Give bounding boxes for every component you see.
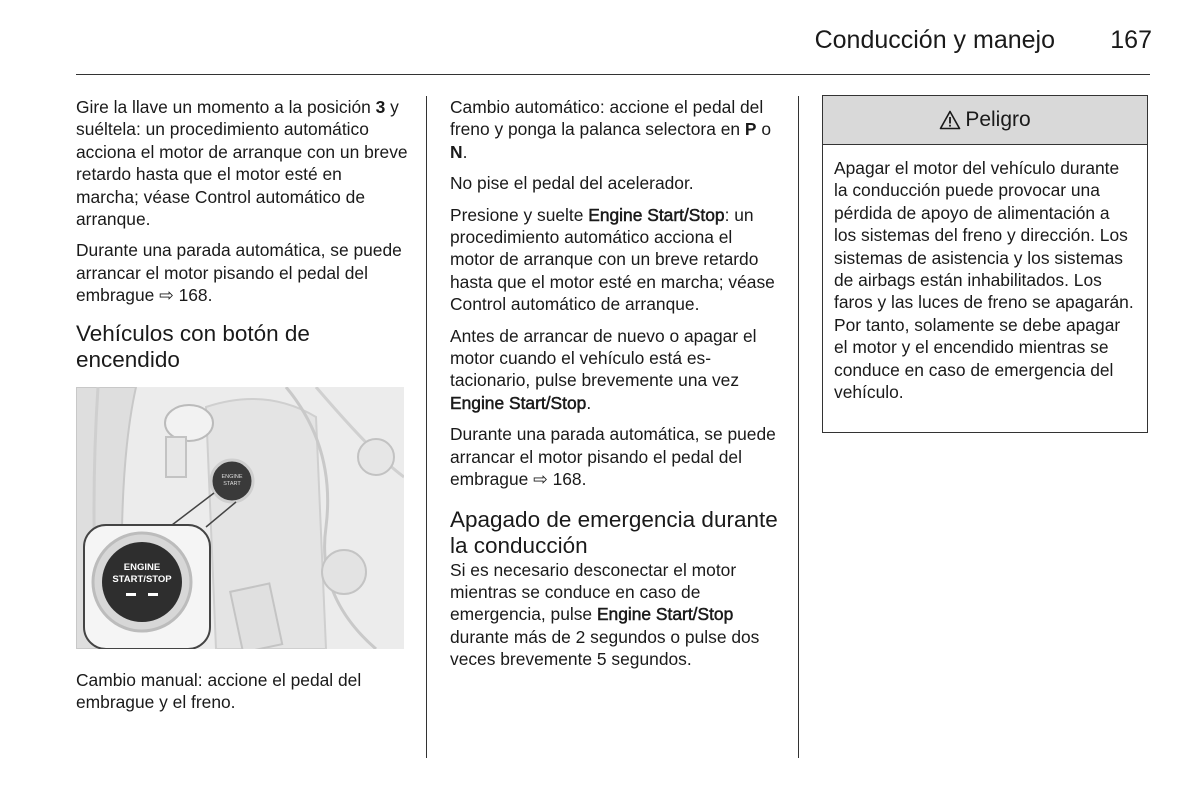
page-reference: 168.: [178, 285, 213, 306]
page-number: 167: [1110, 26, 1152, 54]
paragraph: Presione y suelte Engine Start/Stop: un procedimiento automático acciona el motor de arranque con un breve retardo hasta que el motor esté en marcha; véase Control automático de arranque.: [450, 204, 775, 315]
figure-label-engine: ENGINE: [123, 561, 161, 573]
paragraph: Cambio manual: accione el pedal del embrague y el freno.: [76, 669, 362, 713]
paragraph: Cambio automático: accione el pedal del freno y ponga la palanca selectora en P o N.: [450, 97, 772, 162]
paragraph: Gire la llave un momento a la posición 3 y suéltela: un procedimiento automático acciona el motor de arranque con un breve retardo hasta que el motor esté en marcha; véase Control automático de arranque.: [76, 97, 408, 230]
page-reference: 168.: [552, 469, 587, 490]
paragraph: Antes de arrancar de nuevo o apagar el motor cuando el vehículo está estacionario, pulse brevemente una vez Engine Start/Stop.: [450, 325, 757, 413]
page-reference-arrow-icon: ⇨: [533, 469, 548, 490]
svg-text:ENGINE: ENGINE: [221, 473, 243, 480]
warning-title: Peligro: [965, 108, 1031, 131]
start-stop-button-illustration: [76, 387, 404, 649]
column-middle: [450, 96, 780, 680]
svg-text:START: START: [223, 480, 241, 487]
section-heading: Apagado de emergencia durante la conducción: [450, 506, 778, 558]
warning-body: Apagar el motor del vehículo durante la conducción puede provocar una pérdida de apoyo de alimentación a los sistemas del freno y dirección. Los sistemas de asistencia y los sistemas de airbags están inhabilitados. Los faros y las luces de freno se apagarán. Por tanto, solamente se debe apagar el motor y el encendido mientras se conduce en caso de emergencia del vehículo.: [834, 158, 1134, 403]
header-title: Conducción y manejo: [814, 26, 1055, 54]
header-rule: [76, 74, 1150, 75]
paragraph: Durante una parada automática, se puede arrancar el motor pisando el pedal del embrague ⇨ 168.: [450, 424, 776, 490]
paragraph: Durante una parada automática, se puede arrancar el motor pisando el pedal del embrague ⇨ 168.: [76, 240, 402, 306]
column-left: [76, 96, 408, 722]
warning-triangle-icon: [939, 110, 961, 130]
danger-warning-box: [822, 95, 1148, 433]
figure-label-start-stop: START/STOP: [112, 573, 172, 585]
paragraph: Si es necesario desconectar el motor mientras se conduce en caso de emergencia, pulse Engine Start/Stop durante más de 2 segundos o pulse dos veces brevemente 5 segundos.: [450, 559, 760, 670]
section-heading: Vehículos con botón de encendido: [76, 320, 310, 372]
page-reference-arrow-icon: ⇨: [159, 285, 174, 306]
column-divider: [426, 96, 427, 758]
warning-header: [823, 96, 1147, 145]
column-divider: [798, 96, 799, 758]
paragraph: No pise el pedal del acelerador.: [450, 173, 694, 194]
